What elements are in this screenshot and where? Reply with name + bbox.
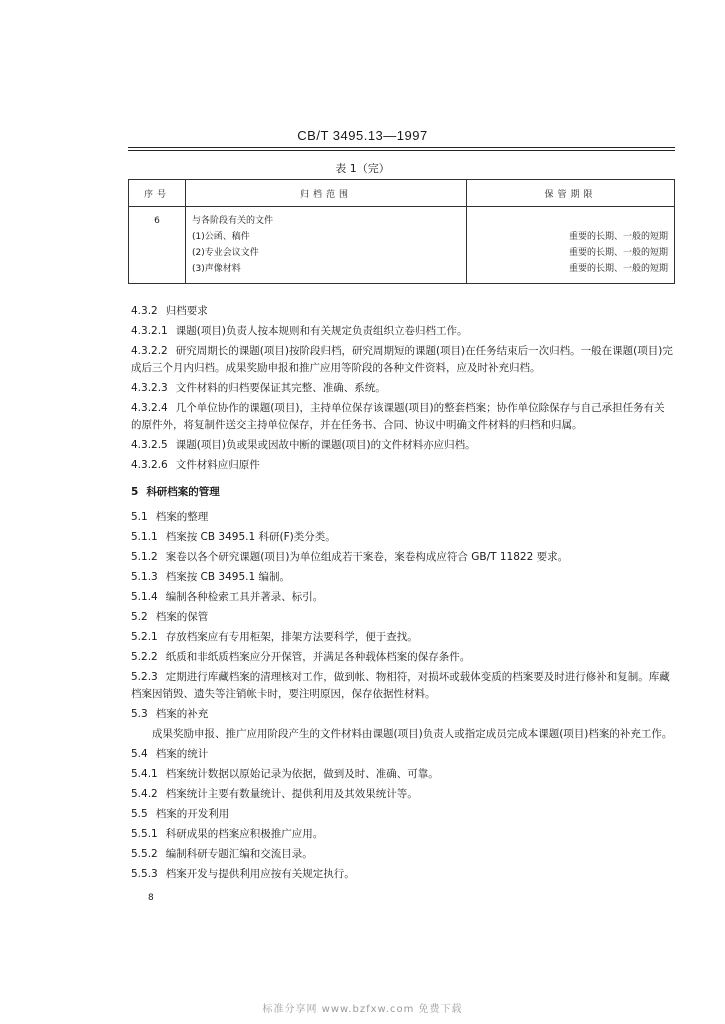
clause-text: 档案统计主要有数量统计、提供利用及其效果统计等。	[165, 788, 418, 800]
column-header-period: 保管期限	[467, 180, 675, 207]
clause-number: 5.1.2	[131, 551, 158, 563]
clause-number: 4.3.2	[131, 305, 158, 317]
scope-line: 与各阶段有关的文件	[192, 216, 274, 226]
clause-text: 纸质和非纸质档案应分开保管，并满足各种载体档案的保存条件。	[165, 651, 471, 663]
paragraph	[131, 509, 674, 526]
paragraph	[131, 343, 674, 377]
clause-text: 几个单位协作的课题(项目)，主持单位保存该课题(项目)的整套档案；协作单位除保存与自己承担任务有关的原件外，将复制件送交主持单位保存，并在任务书、合同、协议中明确文件材料的归档和归属。	[131, 402, 665, 431]
clause-number: 5.2.2	[131, 651, 158, 663]
document-body	[131, 303, 674, 886]
row-number: 6	[154, 216, 160, 226]
paragraph	[131, 846, 674, 863]
archiving-scope-table	[128, 179, 675, 284]
clause-number: 4.3.2.4	[131, 402, 168, 414]
paragraph	[131, 457, 674, 474]
clause-text: 编制各种检索工具并著录、标引。	[165, 591, 324, 603]
clause-number: 4.3.2.1	[131, 325, 168, 337]
paragraph	[131, 706, 674, 723]
paragraph	[131, 380, 674, 397]
clause-text: 定期进行库藏档案的清理核对工作，做到帐、物相符，对损坏或载体变质的档案要及时进行修补和复制。库藏档案因销毁、遗失等注销帐卡时，要注明原因，保存依据性材料。	[131, 671, 670, 700]
clause-text: 档案的保管	[155, 611, 209, 623]
paragraph	[131, 323, 674, 340]
clause-text: 档案的整理	[155, 511, 209, 523]
clause-text: 档案开发与提供利用应按有关规定执行。	[165, 868, 355, 880]
table-row	[129, 207, 675, 284]
clause-number: 5.1	[131, 511, 148, 523]
period-line: 重要的长期、一般的短期	[568, 248, 668, 258]
column-header-no: 序号	[129, 180, 186, 207]
paragraph	[131, 649, 674, 666]
clause-text: 档案的统计	[155, 748, 209, 760]
scope-cell	[186, 207, 467, 284]
clause-text: 研究周期长的课题(项目)按阶段归档，研究周期短的课题(项目)在任务结束后一次归档。一般在课题(项目)完成后三个月内归档。成果奖励申报和推广应用等阶段的各种文件资料，应及时补充归档。	[131, 345, 673, 374]
clause-text: 科研档案的管理	[146, 486, 220, 498]
paragraph	[131, 726, 674, 743]
clause-number: 5.1.4	[131, 591, 158, 603]
page-number: 8	[148, 893, 154, 903]
paragraph	[131, 766, 674, 783]
clause-number: 5.5	[131, 808, 148, 820]
clause-number: 5.5.2	[131, 848, 158, 860]
clause-number: 5.2	[131, 611, 148, 623]
section-heading	[131, 484, 674, 501]
paragraph	[131, 786, 674, 803]
clause-number: 5.3	[131, 708, 148, 720]
period-cell	[467, 207, 675, 284]
scope-line: (2)专业会议文件	[192, 248, 259, 258]
clause-text: 档案的开发利用	[155, 808, 230, 820]
paragraph	[131, 609, 674, 626]
clause-text: 档案统计数据以原始记录为依据，做到及时、准确、可靠。	[165, 768, 439, 780]
paragraph	[131, 746, 674, 763]
paragraph	[131, 529, 674, 546]
paragraph	[131, 400, 674, 434]
header-rule	[128, 147, 675, 148]
clause-number: 5.4.1	[131, 768, 158, 780]
row-number-cell	[129, 207, 186, 284]
clause-text: 档案按 CB 3495.1 编制。	[165, 571, 291, 583]
clause-number: 4.3.2.3	[131, 382, 168, 394]
clause-text: 案卷以各个研究课题(项目)为单位组成若干案卷，案卷构成应符合 GB/T 11822 要求。	[165, 551, 569, 563]
clause-text: 编制科研专题汇编和交流目录。	[165, 848, 313, 860]
scope-line: (3)声像材料	[192, 264, 241, 274]
clause-text: 归档要求	[165, 305, 208, 317]
document-code: CB/T 3495.13—1997	[297, 128, 428, 143]
scope-line: (1)公函、稿件	[192, 232, 250, 242]
clause-number: 4.3.2.6	[131, 459, 168, 471]
period-line: 重要的长期、一般的短期	[568, 264, 668, 274]
table-caption: 表 1（完）	[335, 162, 390, 175]
clause-text: 文件材料的归档要保证其完整、准确、系统。	[175, 382, 386, 394]
clause-number: 5.1.3	[131, 571, 158, 583]
clause-text: 课题(项目)负责人按本规则和有关规定负责组织立卷归档工作。	[175, 325, 468, 337]
clause-number: 4.3.2.2	[131, 345, 168, 357]
clause-number: 5.2.1	[131, 631, 158, 643]
clause-text: 文件材料应归原件	[175, 459, 260, 471]
clause-number: 5	[131, 486, 139, 498]
clause-number: 5.5.3	[131, 868, 158, 880]
clause-number: 5.1.1	[131, 531, 158, 543]
clause-number: 5.2.3	[131, 671, 158, 683]
clause-text: 科研成果的档案应积极推广应用。	[165, 828, 324, 840]
period-line: 重要的长期、一般的短期	[568, 232, 668, 242]
paragraph	[131, 866, 674, 883]
header-rule-double	[128, 150, 675, 151]
site-watermark: 标准分享网 www.bzfxw.com 免费下载	[262, 1004, 463, 1015]
clause-text: 档案按 CB 3495.1 科研(F)类分类。	[165, 531, 336, 543]
clause-text: 课题(项目)负或果或因故中断的课题(项目)的文件材料亦应归档。	[175, 439, 476, 451]
clause-number: 4.3.2.5	[131, 439, 168, 451]
clause-text: 成果奖励申报、推广应用阶段产生的文件材料由课题(项目)负责人或指定成员完成本课题(项目)档案的补充工作。	[152, 728, 673, 740]
paragraph	[131, 629, 674, 646]
paragraph	[131, 303, 674, 320]
paragraph	[131, 826, 674, 843]
column-header-scope: 归档范围	[186, 180, 467, 207]
paragraph	[131, 589, 674, 606]
paragraph	[131, 669, 674, 703]
clause-number: 5.4	[131, 748, 148, 760]
clause-text: 存放档案应有专用柜架，排架方法要科学，便于查找。	[165, 631, 418, 643]
clause-number: 5.5.1	[131, 828, 158, 840]
paragraph	[131, 569, 674, 586]
clause-number: 5.4.2	[131, 788, 158, 800]
paragraph	[131, 437, 674, 454]
clause-text: 档案的补充	[155, 708, 209, 720]
paragraph	[131, 806, 674, 823]
paragraph	[131, 549, 674, 566]
